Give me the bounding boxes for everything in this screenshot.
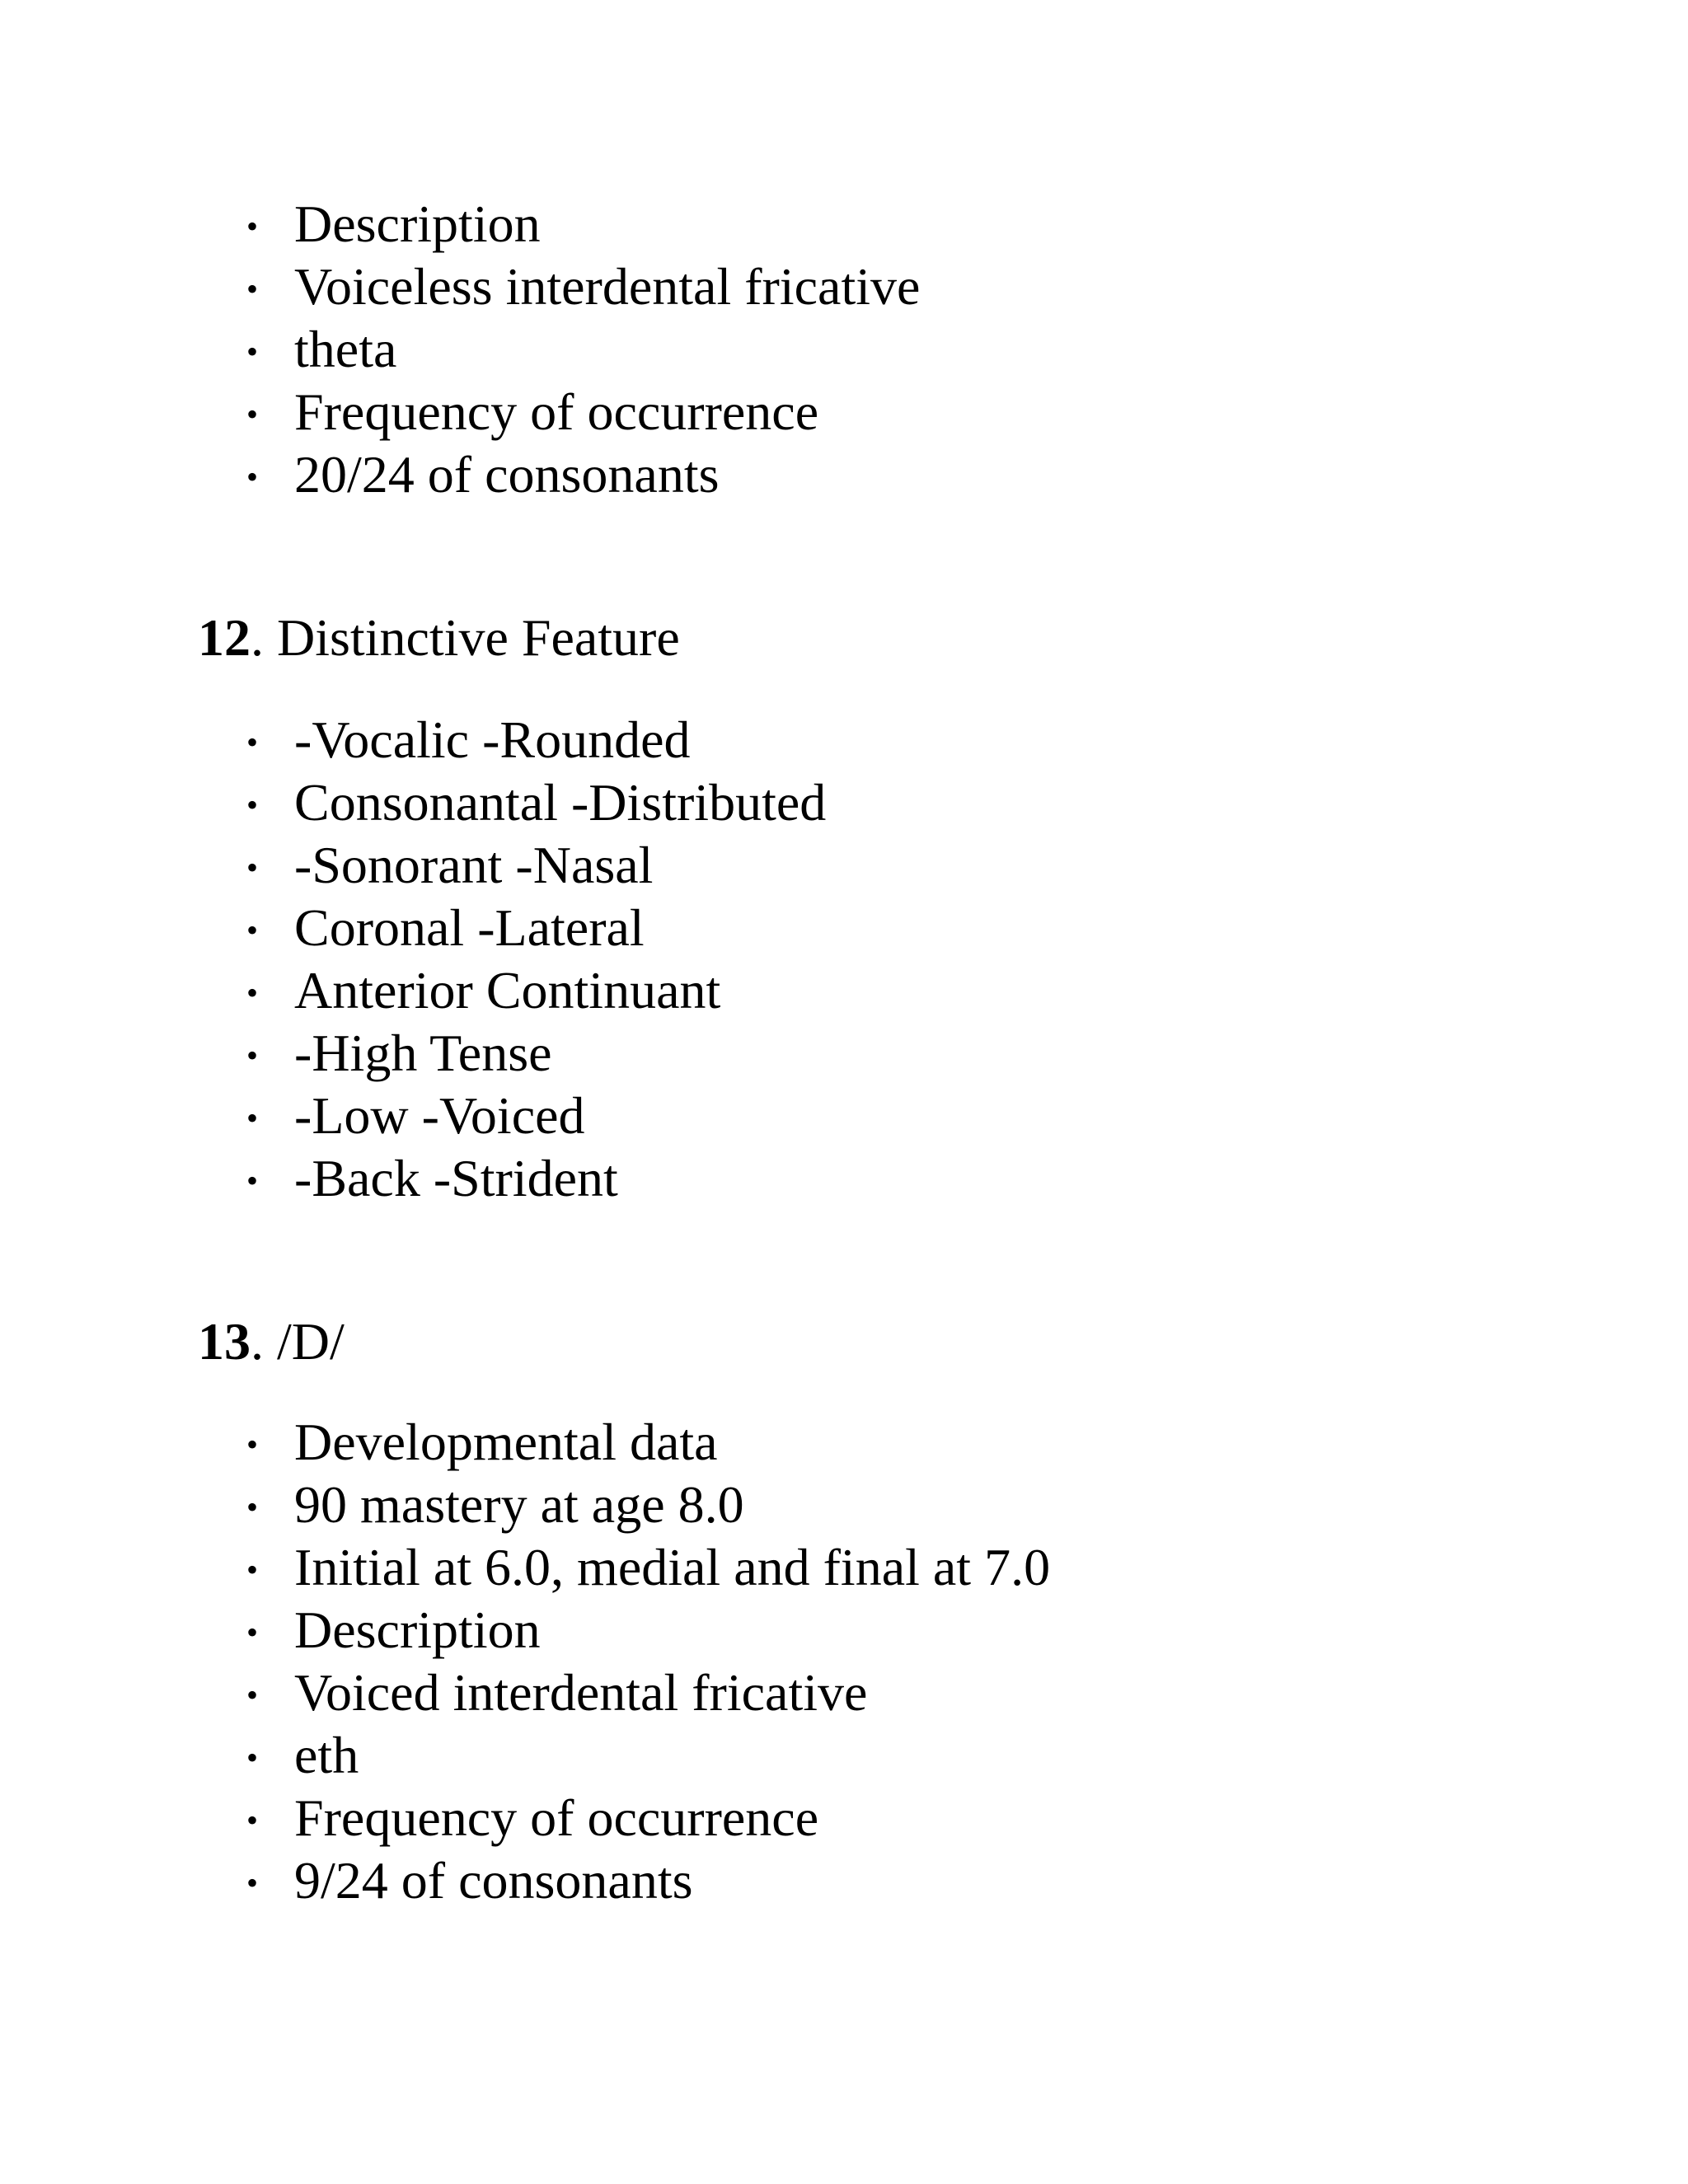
list-item-text: 9/24 of consonants: [294, 1851, 693, 1910]
bullet-icon: •: [246, 1739, 258, 1776]
bullet-icon: •: [246, 208, 258, 245]
bullet-icon: •: [246, 1426, 258, 1463]
list-item-text: Description: [294, 1601, 541, 1659]
bullet-icon: •: [246, 458, 258, 495]
list-item-text: -Back -Strident: [294, 1149, 618, 1207]
bullet-icon: •: [246, 396, 258, 433]
list-item-text: 20/24 of consonants: [294, 445, 720, 504]
list-item-text: Developmental data: [294, 1413, 718, 1471]
list-item-text: eth: [294, 1726, 359, 1784]
list-item-text: -Sonorant -Nasal: [294, 836, 654, 894]
list-item-text: 90 mastery at age 8.0: [294, 1475, 744, 1534]
bullet-icon: •: [246, 724, 258, 761]
bullet-icon: •: [246, 1864, 258, 1901]
bullet-icon: •: [246, 270, 258, 307]
bullet-icon: •: [246, 1802, 258, 1839]
list-item-text: Voiced interdental fricative: [294, 1663, 868, 1722]
list-item-text: -Vocalic -Rounded: [294, 710, 691, 769]
list-item-text: theta: [294, 320, 397, 378]
section-heading-12: [198, 607, 680, 669]
list-item-text: Description: [294, 194, 541, 253]
bullet-icon: •: [246, 1614, 258, 1651]
list-item-text: Coronal -Lateral: [294, 898, 645, 957]
bullet-icon: •: [246, 1676, 258, 1713]
bullet-icon: •: [246, 786, 258, 823]
bullet-icon: •: [246, 333, 258, 370]
list-item-text: Consonantal -Distributed: [294, 773, 827, 832]
bullet-icon: •: [246, 849, 258, 886]
section-separator: .: [251, 1312, 277, 1371]
bullet-icon: •: [246, 1551, 258, 1588]
section-title: Distinctive Feature: [277, 608, 680, 667]
list-item-text: Anterior Continuant: [294, 961, 721, 1019]
list-item-text: Initial at 6.0, medial and final at 7.0: [294, 1538, 1051, 1596]
list-item-text: Voiceless interdental fricative: [294, 257, 921, 316]
section-separator: .: [251, 608, 277, 667]
bullet-icon: •: [246, 1037, 258, 1074]
list-item-text: Frequency of occurrence: [294, 382, 819, 441]
section-heading-13: [198, 1310, 345, 1373]
list-item-text: -Low -Voiced: [294, 1086, 585, 1145]
bullet-icon: •: [246, 1162, 258, 1199]
bullet-icon: •: [246, 912, 258, 949]
list-item-text: -High Tense: [294, 1024, 552, 1082]
section-title: /D/: [277, 1312, 345, 1371]
bullet-icon: •: [246, 974, 258, 1011]
section-number: 13: [198, 1312, 251, 1371]
bullet-icon: •: [246, 1099, 258, 1137]
bullet-icon: •: [246, 1488, 258, 1526]
section-number: 12: [198, 608, 251, 667]
list-item-text: Frequency of occurrence: [294, 1788, 819, 1847]
